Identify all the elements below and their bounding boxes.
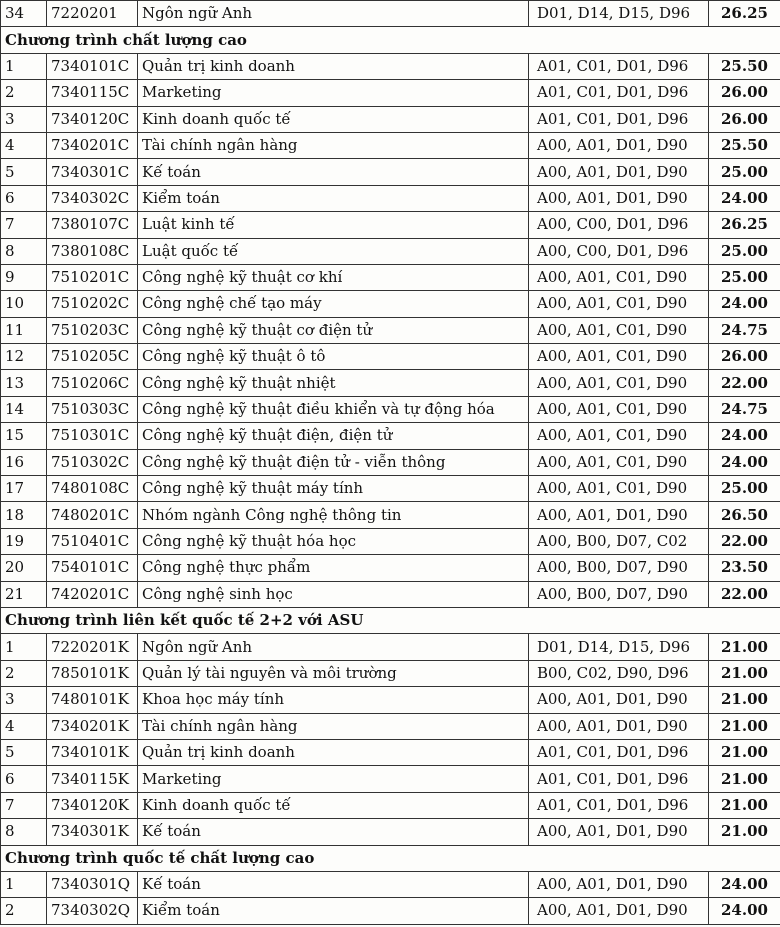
major-name: Công nghệ kỹ thuật nhiệt bbox=[138, 370, 529, 396]
admission-score: 26.25 bbox=[709, 212, 780, 238]
subject-combination: A00, A01, C01, D90 bbox=[529, 423, 709, 449]
subject-combination: A00, A01, D01, D90 bbox=[529, 185, 709, 211]
row-number: 8 bbox=[1, 238, 47, 264]
table-row bbox=[1, 476, 780, 502]
subject-combination: A00, A01, C01, D90 bbox=[529, 449, 709, 475]
row-number: 34 bbox=[1, 1, 47, 27]
major-name: Ngôn ngữ Anh bbox=[138, 634, 529, 660]
admission-score: 24.00 bbox=[709, 898, 780, 924]
row-number: 7 bbox=[1, 792, 47, 818]
major-code: 7340120K bbox=[47, 792, 138, 818]
major-name: Tài chính ngân hàng bbox=[138, 713, 529, 739]
admission-score: 22.00 bbox=[709, 581, 780, 607]
major-name: Công nghệ kỹ thuật điều khiển và tự động hóa bbox=[138, 396, 529, 422]
subject-combination: A01, C01, D01, D96 bbox=[529, 792, 709, 818]
admission-score: 25.50 bbox=[709, 132, 780, 158]
table-row bbox=[1, 423, 780, 449]
row-number: 12 bbox=[1, 344, 47, 370]
subject-combination: A01, C01, D01, D96 bbox=[529, 80, 709, 106]
major-name: Kế toán bbox=[138, 819, 529, 845]
major-code: 7340302Q bbox=[47, 898, 138, 924]
subject-combination: A00, A01, C01, D90 bbox=[529, 344, 709, 370]
major-code: 7510303C bbox=[47, 396, 138, 422]
major-code: 7510302C bbox=[47, 449, 138, 475]
table-row bbox=[1, 238, 780, 264]
major-name: Công nghệ chế tạo máy bbox=[138, 291, 529, 317]
subject-combination: A00, A01, D01, D90 bbox=[529, 687, 709, 713]
major-code: 7340301C bbox=[47, 159, 138, 185]
table-row bbox=[1, 396, 780, 422]
row-number: 1 bbox=[1, 871, 47, 897]
major-name: Nhóm ngành Công nghệ thông tin bbox=[138, 502, 529, 528]
major-name: Công nghệ kỹ thuật cơ điện tử bbox=[138, 317, 529, 343]
row-number: 10 bbox=[1, 291, 47, 317]
major-name: Công nghệ kỹ thuật cơ khí bbox=[138, 264, 529, 290]
major-name: Kế toán bbox=[138, 159, 529, 185]
admission-score: 24.00 bbox=[709, 423, 780, 449]
table-row bbox=[1, 449, 780, 475]
major-name: Kế toán bbox=[138, 871, 529, 897]
table-row bbox=[1, 80, 780, 106]
table-row bbox=[1, 819, 780, 845]
major-name: Công nghệ kỹ thuật ô tô bbox=[138, 344, 529, 370]
section-title: Chương trình liên kết quốc tế 2+2 với ASU bbox=[1, 607, 780, 633]
major-code: 7340120C bbox=[47, 106, 138, 132]
row-number: 6 bbox=[1, 185, 47, 211]
major-name: Khoa học máy tính bbox=[138, 687, 529, 713]
subject-combination: A00, C00, D01, D96 bbox=[529, 238, 709, 264]
admission-score: 26.50 bbox=[709, 502, 780, 528]
admission-score: 23.50 bbox=[709, 555, 780, 581]
table-row bbox=[1, 792, 780, 818]
major-code: 7510203C bbox=[47, 317, 138, 343]
admission-score: 21.00 bbox=[709, 739, 780, 765]
admission-score: 25.00 bbox=[709, 238, 780, 264]
admission-score: 22.00 bbox=[709, 370, 780, 396]
row-number: 3 bbox=[1, 687, 47, 713]
table-row bbox=[1, 53, 780, 79]
major-code: 7850101K bbox=[47, 660, 138, 686]
subject-combination: A00, A01, C01, D90 bbox=[529, 396, 709, 422]
major-name: Kinh doanh quốc tế bbox=[138, 106, 529, 132]
table-row bbox=[1, 528, 780, 554]
subject-combination: D01, D14, D15, D96 bbox=[529, 1, 709, 27]
major-name: Luật quốc tế bbox=[138, 238, 529, 264]
section-header-row bbox=[1, 607, 780, 633]
table-row bbox=[1, 1, 780, 27]
major-code: 7480201C bbox=[47, 502, 138, 528]
subject-combination: A01, C01, D01, D96 bbox=[529, 53, 709, 79]
major-code: 7540101C bbox=[47, 555, 138, 581]
major-code: 7510301C bbox=[47, 423, 138, 449]
subject-combination: A01, C01, D01, D96 bbox=[529, 766, 709, 792]
section-title: Chương trình chất lượng cao bbox=[1, 27, 780, 53]
major-code: 7220201 bbox=[47, 1, 138, 27]
row-number: 1 bbox=[1, 634, 47, 660]
admission-score: 25.00 bbox=[709, 159, 780, 185]
row-number: 1 bbox=[1, 53, 47, 79]
admission-score: 24.00 bbox=[709, 185, 780, 211]
row-number: 5 bbox=[1, 159, 47, 185]
admission-score: 24.00 bbox=[709, 449, 780, 475]
row-number: 21 bbox=[1, 581, 47, 607]
subject-combination: A00, A01, C01, D90 bbox=[529, 476, 709, 502]
section-title: Chương trình quốc tế chất lượng cao bbox=[1, 845, 780, 871]
major-name: Kiểm toán bbox=[138, 185, 529, 211]
major-code: 7340101C bbox=[47, 53, 138, 79]
admission-score: 21.00 bbox=[709, 766, 780, 792]
major-name: Luật kinh tế bbox=[138, 212, 529, 238]
table-row bbox=[1, 502, 780, 528]
major-name: Công nghệ kỹ thuật hóa học bbox=[138, 528, 529, 554]
row-number: 20 bbox=[1, 555, 47, 581]
subject-combination: A00, B00, D07, C02 bbox=[529, 528, 709, 554]
admission-score: 21.00 bbox=[709, 687, 780, 713]
major-code: 7340201K bbox=[47, 713, 138, 739]
table-row bbox=[1, 159, 780, 185]
subject-combination: A00, A01, C01, D90 bbox=[529, 370, 709, 396]
section-header-row bbox=[1, 27, 780, 53]
major-name: Công nghệ kỹ thuật điện, điện tử bbox=[138, 423, 529, 449]
table-row bbox=[1, 264, 780, 290]
row-number: 8 bbox=[1, 819, 47, 845]
admission-score: 21.00 bbox=[709, 713, 780, 739]
major-name: Quản lý tài nguyên và môi trường bbox=[138, 660, 529, 686]
subject-combination: A00, A01, D01, D90 bbox=[529, 871, 709, 897]
subject-combination: A00, A01, C01, D90 bbox=[529, 291, 709, 317]
admission-score: 24.00 bbox=[709, 291, 780, 317]
subject-combination: D01, D14, D15, D96 bbox=[529, 634, 709, 660]
subject-combination: A00, A01, D01, D90 bbox=[529, 159, 709, 185]
major-name: Quản trị kinh doanh bbox=[138, 739, 529, 765]
major-name: Marketing bbox=[138, 766, 529, 792]
row-number: 4 bbox=[1, 132, 47, 158]
major-code: 7380107C bbox=[47, 212, 138, 238]
table-row bbox=[1, 212, 780, 238]
subject-combination: A00, A01, D01, D90 bbox=[529, 502, 709, 528]
major-code: 7510206C bbox=[47, 370, 138, 396]
table-row bbox=[1, 555, 780, 581]
major-name: Công nghệ thực phẩm bbox=[138, 555, 529, 581]
subject-combination: A00, A01, D01, D90 bbox=[529, 898, 709, 924]
table-row bbox=[1, 291, 780, 317]
row-number: 19 bbox=[1, 528, 47, 554]
admission-score: 22.00 bbox=[709, 528, 780, 554]
admission-score: 21.00 bbox=[709, 660, 780, 686]
table-row bbox=[1, 634, 780, 660]
subject-combination: A00, A01, C01, D90 bbox=[529, 264, 709, 290]
row-number: 13 bbox=[1, 370, 47, 396]
major-code: 7220201K bbox=[47, 634, 138, 660]
row-number: 4 bbox=[1, 713, 47, 739]
subject-combination: A00, A01, D01, D90 bbox=[529, 132, 709, 158]
table-row bbox=[1, 660, 780, 686]
admission-score: 24.00 bbox=[709, 871, 780, 897]
major-code: 7480108C bbox=[47, 476, 138, 502]
major-name: Marketing bbox=[138, 80, 529, 106]
admission-score: 26.00 bbox=[709, 344, 780, 370]
row-number: 16 bbox=[1, 449, 47, 475]
admission-score: 25.00 bbox=[709, 264, 780, 290]
major-name: Công nghệ sinh học bbox=[138, 581, 529, 607]
admission-score: 26.00 bbox=[709, 80, 780, 106]
subject-combination: A00, B00, D07, D90 bbox=[529, 581, 709, 607]
table-row bbox=[1, 132, 780, 158]
row-number: 5 bbox=[1, 739, 47, 765]
major-name: Ngôn ngữ Anh bbox=[138, 1, 529, 27]
table-row bbox=[1, 766, 780, 792]
subject-combination: A00, A01, C01, D90 bbox=[529, 317, 709, 343]
major-name: Công nghệ kỹ thuật máy tính bbox=[138, 476, 529, 502]
major-code: 7510401C bbox=[47, 528, 138, 554]
row-number: 15 bbox=[1, 423, 47, 449]
major-code: 7340201C bbox=[47, 132, 138, 158]
major-name: Quản trị kinh doanh bbox=[138, 53, 529, 79]
admission-score: 21.00 bbox=[709, 819, 780, 845]
row-number: 11 bbox=[1, 317, 47, 343]
subject-combination: A01, C01, D01, D96 bbox=[529, 106, 709, 132]
admission-score: 24.75 bbox=[709, 317, 780, 343]
subject-combination: A01, C01, D01, D96 bbox=[529, 739, 709, 765]
row-number: 14 bbox=[1, 396, 47, 422]
table-row bbox=[1, 185, 780, 211]
admission-score: 21.00 bbox=[709, 634, 780, 660]
row-number: 17 bbox=[1, 476, 47, 502]
table-row bbox=[1, 581, 780, 607]
major-code: 7480101K bbox=[47, 687, 138, 713]
admission-score: 25.00 bbox=[709, 476, 780, 502]
admission-score: 26.25 bbox=[709, 1, 780, 27]
table-row bbox=[1, 370, 780, 396]
admission-score: 24.75 bbox=[709, 396, 780, 422]
table-row bbox=[1, 739, 780, 765]
row-number: 2 bbox=[1, 898, 47, 924]
row-number: 3 bbox=[1, 106, 47, 132]
major-code: 7340115K bbox=[47, 766, 138, 792]
table-row bbox=[1, 317, 780, 343]
row-number: 7 bbox=[1, 212, 47, 238]
major-name: Kiểm toán bbox=[138, 898, 529, 924]
row-number: 18 bbox=[1, 502, 47, 528]
subject-combination: A00, B00, D07, D90 bbox=[529, 555, 709, 581]
table-row bbox=[1, 713, 780, 739]
row-number: 9 bbox=[1, 264, 47, 290]
admission-score: 21.00 bbox=[709, 792, 780, 818]
major-code: 7380108C bbox=[47, 238, 138, 264]
row-number: 2 bbox=[1, 80, 47, 106]
major-code: 7340301Q bbox=[47, 871, 138, 897]
major-name: Công nghệ kỹ thuật điện tử - viễn thông bbox=[138, 449, 529, 475]
major-name: Kinh doanh quốc tế bbox=[138, 792, 529, 818]
subject-combination: A00, C00, D01, D96 bbox=[529, 212, 709, 238]
table-body bbox=[1, 1, 780, 925]
major-code: 7510201C bbox=[47, 264, 138, 290]
major-code: 7420201C bbox=[47, 581, 138, 607]
major-code: 7340301K bbox=[47, 819, 138, 845]
table-row bbox=[1, 106, 780, 132]
table-row bbox=[1, 687, 780, 713]
row-number: 6 bbox=[1, 766, 47, 792]
admission-score: 26.00 bbox=[709, 106, 780, 132]
major-code: 7510202C bbox=[47, 291, 138, 317]
major-code: 7340302C bbox=[47, 185, 138, 211]
subject-combination: A00, A01, D01, D90 bbox=[529, 819, 709, 845]
table-row bbox=[1, 898, 780, 924]
subject-combination: A00, A01, D01, D90 bbox=[529, 713, 709, 739]
table-row bbox=[1, 344, 780, 370]
major-code: 7510205C bbox=[47, 344, 138, 370]
admission-score: 25.50 bbox=[709, 53, 780, 79]
row-number: 2 bbox=[1, 660, 47, 686]
section-header-row bbox=[1, 845, 780, 871]
major-code: 7340101K bbox=[47, 739, 138, 765]
major-code: 7340115C bbox=[47, 80, 138, 106]
subject-combination: B00, C02, D90, D96 bbox=[529, 660, 709, 686]
major-name: Tài chính ngân hàng bbox=[138, 132, 529, 158]
table-row bbox=[1, 871, 780, 897]
